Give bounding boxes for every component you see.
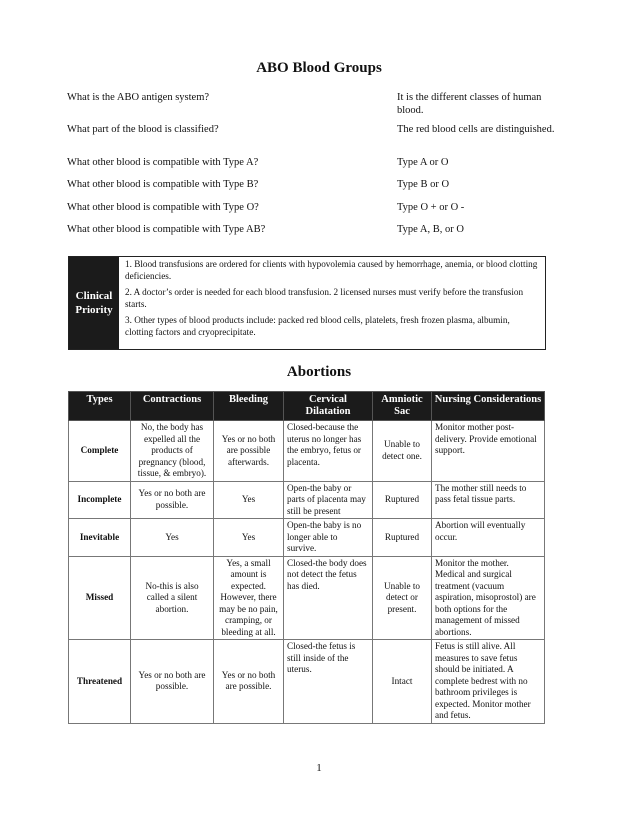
qa-answer: Type A or O — [397, 157, 449, 168]
cell-contractions: Yes — [131, 519, 214, 557]
qa-answer: Type A, B, or O — [397, 224, 464, 235]
qa-question: What other blood is compatible with Type A? — [67, 157, 259, 168]
cell-nursing: Fetus is still alive. All measures to save fetus should be initiated. A complete bedrest with no bathroom privileges is expected. Monitor mother and fetus. — [432, 640, 545, 724]
header-nursing-considerations: Nursing Considerations — [432, 392, 545, 421]
qa-answer: The red blood cells are distinguished. — [397, 124, 555, 135]
clinical-item: 3. Other types of blood products include: packed red blood cells, platelets, fresh frozen plasma, albumin, clotting factors and cryoprecipitate. — [125, 315, 510, 337]
qa-question: What part of the blood is classified? — [67, 124, 219, 135]
cell-bleeding: Yes or no both are possible. — [214, 640, 284, 724]
page-number: 1 — [316, 762, 322, 774]
header-amniotic-sac: Amniotic Sac — [373, 392, 432, 421]
cell-nursing: Abortion will eventually occur. — [432, 519, 545, 557]
header-bleeding: Bleeding — [214, 392, 284, 421]
cell-bleeding: Yes, a small amount is expected. However, there may be no pain, cramping, or bleeding at all. — [214, 556, 284, 640]
table-row — [69, 556, 545, 640]
cell-type: Inevitable — [69, 519, 131, 557]
cell-nursing: The mother still needs to pass fetal tissue parts. — [432, 481, 545, 519]
cell-contractions: Yes or no both are possible. — [131, 640, 214, 724]
qa-answer: Type O + or O - — [397, 202, 465, 213]
cell-bleeding: Yes — [214, 519, 284, 557]
cell-amniotic: Unable to detect or present. — [373, 556, 432, 640]
qa-answer: Type B or O — [397, 179, 450, 190]
qa-question: What other blood is compatible with Type B? — [67, 179, 259, 190]
table-row — [69, 640, 545, 724]
header-contractions: Contractions — [131, 392, 214, 421]
abortions-table — [68, 391, 545, 724]
header-types: Types — [69, 392, 131, 421]
cell-contractions: No-this is also called a silent abortion. — [131, 556, 214, 640]
cell-contractions: No, the body has expelled all the products of pregnancy (blood, tissue, & embryo). — [131, 421, 214, 482]
qa-question: What other blood is compatible with Type AB? — [67, 224, 266, 235]
table-row — [69, 519, 545, 557]
cell-type: Incomplete — [69, 481, 131, 519]
cell-type: Missed — [69, 556, 131, 640]
cell-cervical: Open-the baby or parts of placenta may still be present — [284, 481, 373, 519]
cell-amniotic: Intact — [373, 640, 432, 724]
cell-cervical: Closed-the body does not detect the fetus has died. — [284, 556, 373, 640]
clinical-priority-body — [119, 257, 545, 349]
table-row — [69, 421, 545, 482]
clinical-label-line2: Priority — [75, 304, 113, 316]
clinical-priority-box — [68, 256, 546, 350]
cell-cervical: Closed-because the uterus no longer has the embryo, fetus or placenta. — [284, 421, 373, 482]
table-header-row — [69, 392, 545, 421]
qa-answer: It is the different classes of human blood. — [397, 92, 542, 116]
cell-amniotic: Ruptured — [373, 481, 432, 519]
cell-bleeding: Yes — [214, 481, 284, 519]
qa-question: What other blood is compatible with Type O? — [67, 202, 259, 213]
section-title-abortions: Abortions — [286, 364, 352, 380]
cell-amniotic: Ruptured — [373, 519, 432, 557]
clinical-label-line1: Clinical — [75, 290, 113, 302]
table-row — [69, 481, 545, 519]
clinical-priority-label — [69, 257, 119, 349]
qa-question: What is the ABO antigen system? — [67, 92, 210, 103]
cell-nursing: Monitor the mother. Medical and surgical treatment (vacuum aspiration, misoprostol) are both options for the management of missed abortions. — [432, 556, 545, 640]
cell-amniotic: Unable to detect one. — [373, 421, 432, 482]
cell-type: Complete — [69, 421, 131, 482]
cell-nursing: Monitor mother post-delivery. Provide emotional support. — [432, 421, 545, 482]
cell-bleeding: Yes or no both are possible afterwards. — [214, 421, 284, 482]
cell-type: Threatened — [69, 640, 131, 724]
cell-contractions: Yes or no both are possible. — [131, 481, 214, 519]
header-cervical-dilatation: Cervical Dilatation — [284, 392, 373, 421]
cell-cervical: Open-the baby is no longer able to survive. — [284, 519, 373, 557]
clinical-item: 2. A doctor’s order is needed for each blood transfusion. 2 licensed nurses must verify before the transfusion starts. — [125, 287, 524, 309]
clinical-item: 1. Blood transfusions are ordered for clients with hypovolemia caused by hemorrhage, anemia, or blood clotting deficiencies. — [125, 259, 538, 281]
page-title: ABO Blood Groups — [256, 60, 382, 76]
cell-cervical: Closed-the fetus is still inside of the uterus. — [284, 640, 373, 724]
